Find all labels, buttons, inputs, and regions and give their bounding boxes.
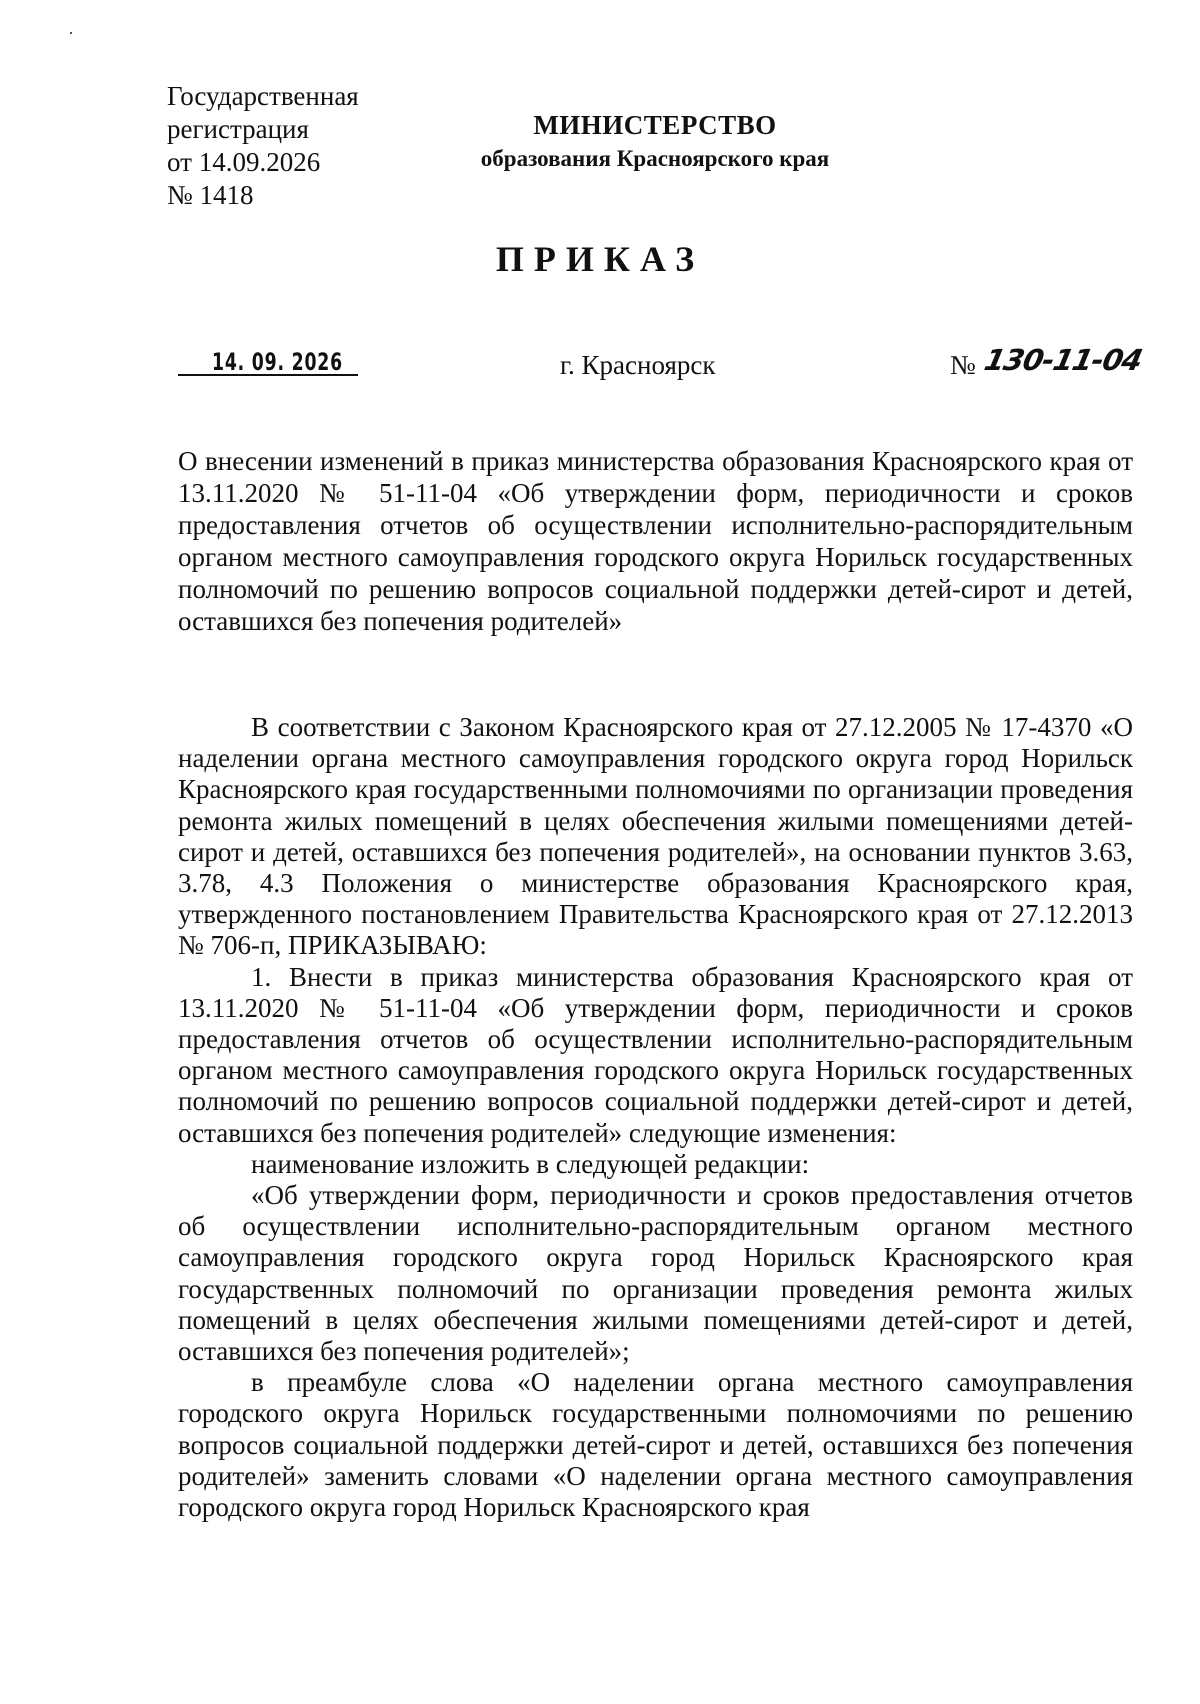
order-number-label: № <box>950 350 976 380</box>
body-paragraph-new-name: «Об утверждении форм, периодичности и сроков предоставления отчетов об осуществлении исполнительно-распорядительным органом местного самоуправления городского округа город Норильск Красноярского края государственных полномочий по организации проведения ремонта жилых помещений в целях обеспечения жилыми помещениями детей-сирот и детей, оставшихся без попечения родителей»; <box>178 1180 1133 1367</box>
ministry-header <box>400 108 910 176</box>
order-body <box>178 712 1133 1523</box>
order-date: 14. 09. 2026 <box>212 348 343 376</box>
scan-speck <box>70 32 72 34</box>
body-paragraph-preamble: В соответствии с Законом Красноярского края от 27.12.2005 № 17-4370 «О наделении органа местного самоуправления городского округа город Норильск Красноярского края государственными полномочиями по организации проведения ремонта жилых помещений в целях обеспечения жилыми помещениями детей-сирот и детей, оставшихся без попечения родителей», на основании пунктов 3.63, 3.78, 4.3 Положения о министерстве образования Красноярского края, утвержденного постановлением Правительства Красноярского края от 27.12.2013 № 706-п, ПРИКАЗЫВАЮ: <box>178 712 1133 961</box>
registration-line-2: регистрация <box>167 114 309 144</box>
registration-date: от 14.09.2026 <box>167 147 321 177</box>
body-paragraph-preamble-change: в преамбуле слова «О наделении органа местного самоуправления городского округа Норильск государственными полномочиями по решению вопросов социальной поддержки детей-сирот и детей, оставшихся без попечения родителей» заменить словами «О наделении органа местного самоуправления городского округа город Норильск Красноярского края <box>178 1367 1133 1523</box>
registration-number: № 1418 <box>167 180 254 210</box>
order-subject: О внесении изменений в приказ министерства образования Красноярского края от 13.11.2020 № 51-11-04 «Об утверждении форм, периодичности и сроков предоставления отчетов об осуществлении исполнительно-распорядительным органом местного самоуправления городского округа Норильск государственных полномочий по решению вопросов социальной поддержки детей-сирот и детей, оставшихся без попечения родителей» <box>178 446 1133 636</box>
body-paragraph-item-1: 1. Внести в приказ министерства образования Красноярского края от 13.11.2020 № 51-11-04 «Об утверждении форм, периодичности и сроков предоставления отчетов об осуществлении исполнительно-распорядительным органом местного самоуправления городского округа Норильск государственных полномочий по решению вопросов социальной поддержки детей-сирот и детей, оставшихся без попечения родителей» следующие изменения: <box>178 961 1133 1148</box>
document-type-title: ПРИКАЗ <box>495 239 705 279</box>
order-city: г. Красноярск <box>560 350 716 380</box>
registration-line-1: Государственная <box>167 81 359 111</box>
ministry-subtitle: образования Красноярского края <box>480 146 830 171</box>
ministry-name: МИНИСТЕРСТВО <box>533 110 777 140</box>
registration-block <box>167 80 359 212</box>
order-number-handwritten: 130-11-04 <box>981 343 1145 377</box>
body-paragraph-name-change: наименование изложить в следующей редакции: <box>251 1148 810 1179</box>
